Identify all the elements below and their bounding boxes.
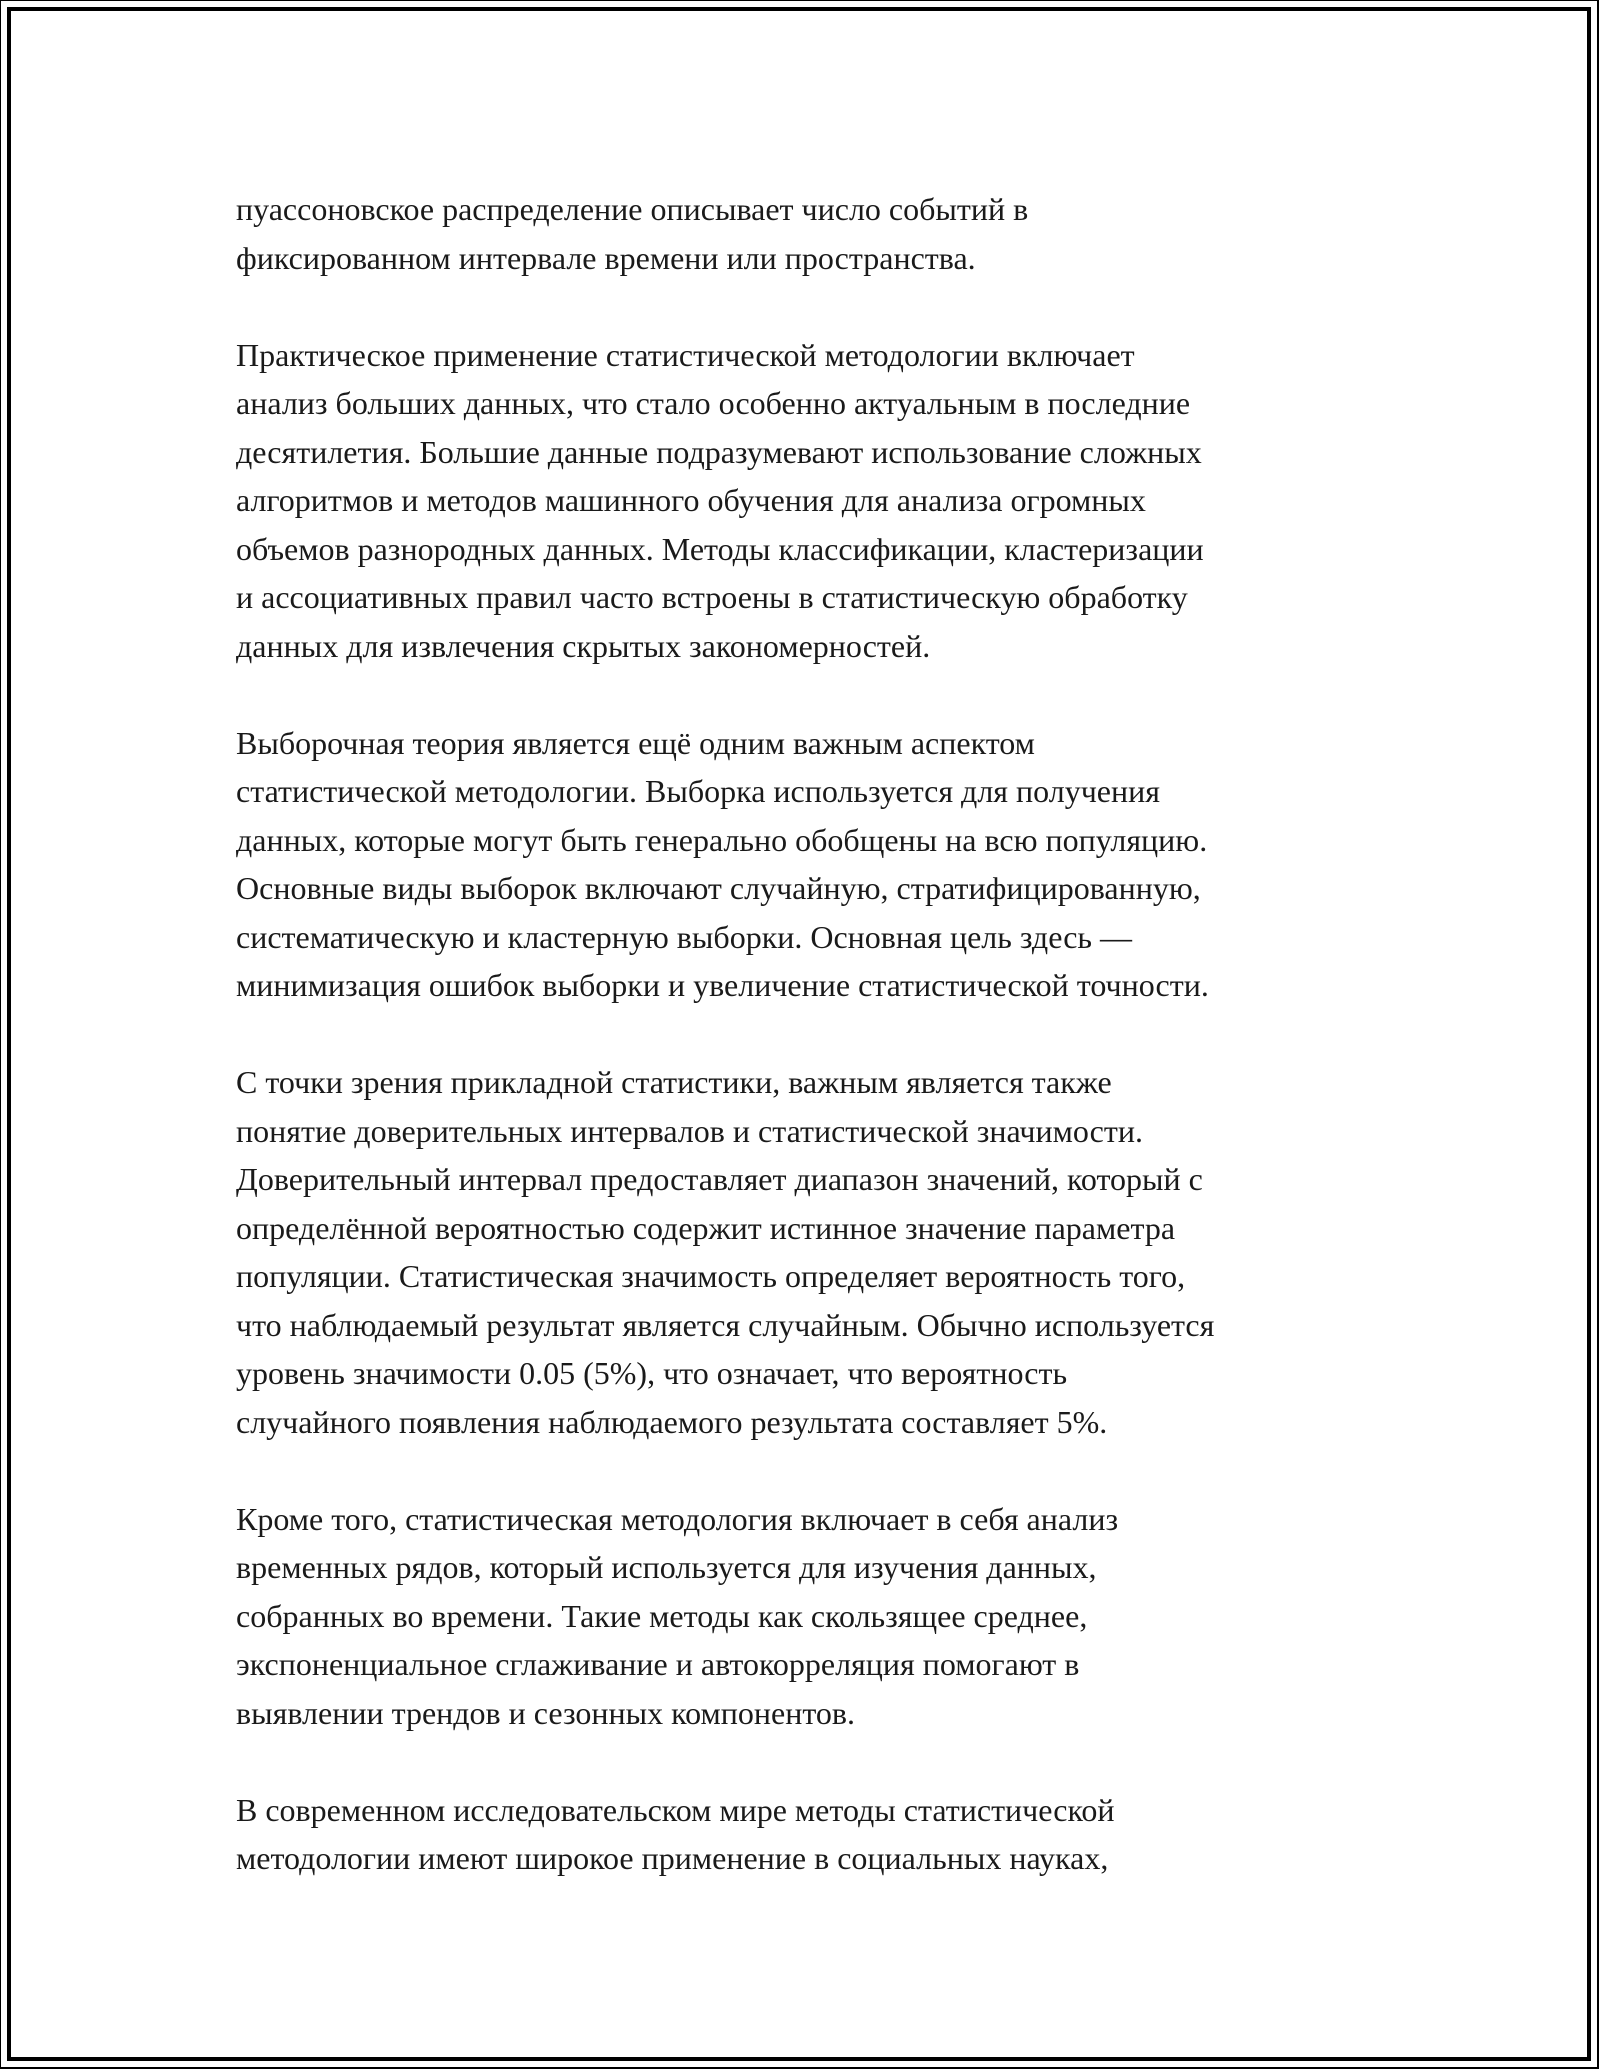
text-line: что наблюдаемый результат является случайным. Обычно используется xyxy=(236,1306,1215,1343)
text-line: уровень значимости 0.05 (5%), что означает, что вероятность xyxy=(236,1355,1068,1391)
text-line: данных для извлечения скрытых закономерностей. xyxy=(236,627,931,664)
text-line: В современном исследовательском мире методы статистической xyxy=(236,1791,1115,1828)
text-line: Основные виды выборок включают случайную, стратифицированную, xyxy=(236,870,1201,906)
text-line: случайного появления наблюдаемого результата составляет 5%. xyxy=(236,1403,1108,1440)
paragraph xyxy=(236,185,1376,282)
paragraph xyxy=(236,1058,1376,1446)
paragraph xyxy=(236,719,1376,1010)
text-line: пуассоновское распределение описывает число событий в xyxy=(236,191,1029,227)
text-line: и ассоциативных правил часто встроены в статистическую обработку xyxy=(236,579,1188,615)
text-line: минимизация ошибок выборки и увеличение статистической точности. xyxy=(236,967,1209,1003)
text-line: статистической методологии. Выборка используется для получения xyxy=(236,773,1160,809)
text-line: понятие доверительных интервалов и статистической значимости. xyxy=(236,1112,1143,1149)
paragraph xyxy=(236,1786,1376,1883)
text-line: Практическое применение статистической методологии включает xyxy=(236,336,1135,373)
text-line: систематическую и кластерную выборки. Основная цель здесь — xyxy=(236,918,1132,955)
paragraph xyxy=(236,331,1376,671)
text-line: собранных во времени. Такие методы как скользящее среднее, xyxy=(236,1597,1088,1634)
text-line: выявлении трендов и сезонных компонентов. xyxy=(236,1694,855,1731)
text-line: Кроме того, статистическая методология включает в себя анализ xyxy=(236,1500,1119,1537)
text-line: временных рядов, который используется для изучения данных, xyxy=(236,1549,1097,1585)
text-line: Доверительный интервал предоставляет диапазон значений, который с xyxy=(236,1161,1203,1197)
text-line: методологии имеют широкое применение в социальных науках, xyxy=(236,1840,1109,1876)
text-line: Выборочная теория является ещё одним важным аспектом xyxy=(236,724,1035,761)
paragraph xyxy=(236,1495,1376,1738)
document-text-body xyxy=(236,185,1376,1931)
text-line: алгоритмов и методов машинного обучения для анализа огромных xyxy=(236,482,1146,518)
text-line: С точки зрения прикладной статистики, важным является также xyxy=(236,1064,1112,1100)
text-line: данных, которые могут быть генерально обобщены на всю популяцию. xyxy=(236,821,1208,858)
text-line: популяции. Статистическая значимость определяет вероятность того, xyxy=(236,1258,1186,1294)
text-line: экспоненциальное сглаживание и автокорреляция помогают в xyxy=(236,1646,1080,1682)
text-line: десятилетия. Большие данные подразумевают использование сложных xyxy=(236,433,1202,470)
text-line: определённой вероятностью содержит истинное значение параметра xyxy=(236,1209,1176,1246)
text-line: объемов разнородных данных. Методы классификации, кластеризации xyxy=(236,530,1204,567)
text-line: анализ больших данных, что стало особенно актуальным в последние xyxy=(236,385,1191,421)
text-line: фиксированном интервале времени или пространства. xyxy=(236,239,976,276)
